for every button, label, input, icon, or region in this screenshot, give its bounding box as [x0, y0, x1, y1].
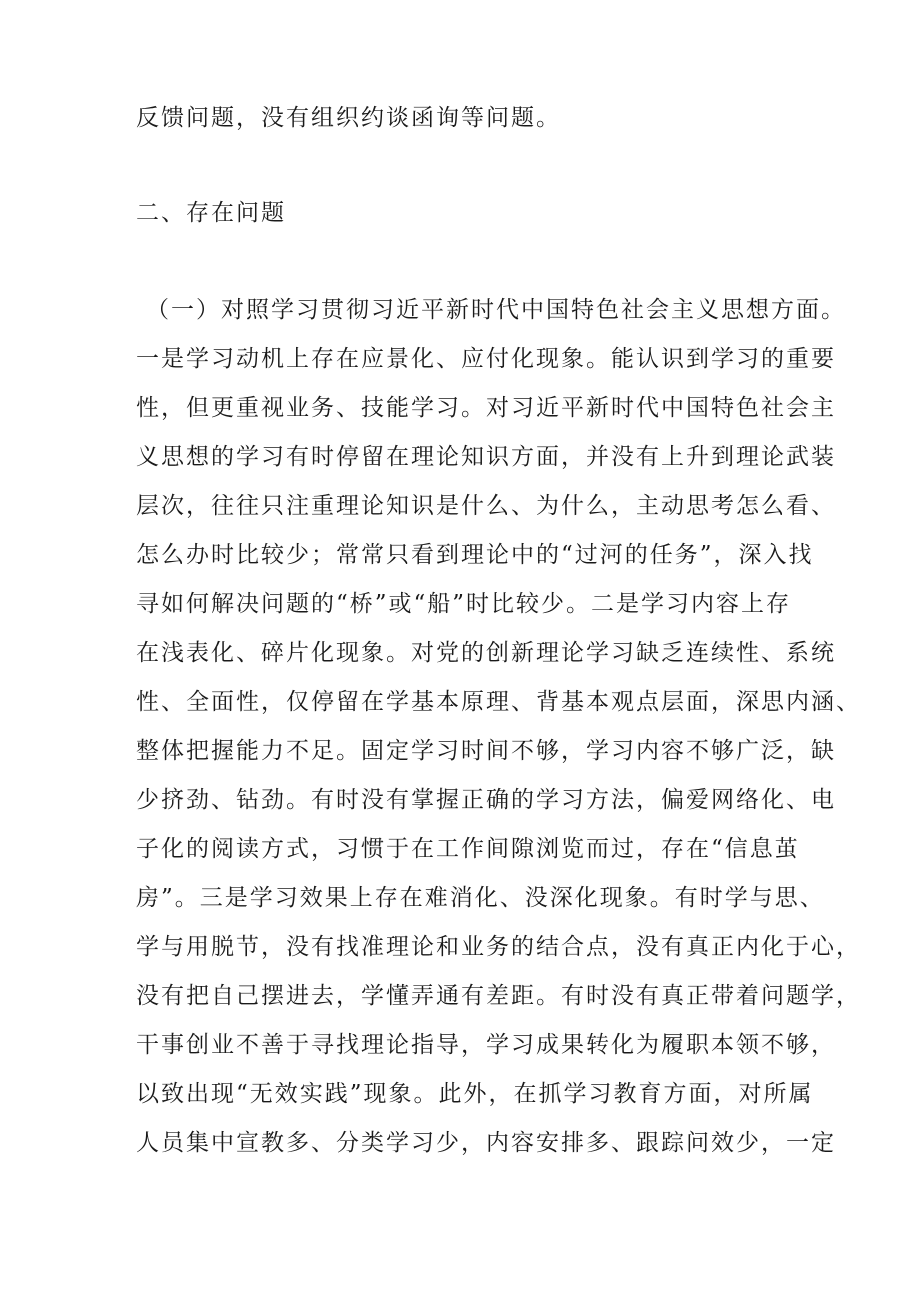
body-text-line: 干事创业不善于寻找理论指导，学习成果转化为履职本领不够，	[136, 1032, 836, 1058]
body-text-line: 性、全面性，仅停留在学基本原理、背基本观点层面，深思内涵、	[136, 689, 861, 715]
body-text-line: 在浅表化、碎片化现象。对党的创新理论学习缺乏连续性、系统	[136, 640, 836, 666]
body-text-line: 以致出现“无效实践”现象。此外，在抓学习教育方面，对所属	[136, 1081, 814, 1107]
body-text-line: 没有把自己摆进去，学懂弄通有差距。有时没有真正带着问题学，	[136, 983, 861, 1009]
subsection-heading-line: （一）对照学习贯彻习近平新时代中国特色社会主义思想方面。	[146, 297, 846, 323]
body-text-line: 学与用脱节，没有找准理论和业务的结合点，没有真正内化于心，	[136, 934, 861, 960]
body-text-line: 整体把握能力不足。固定学习时间不够，学习内容不够广泛，缺	[136, 738, 836, 764]
body-text-line: 怎么办时比较少；常常只看到理论中的“过河的任务”，深入找	[136, 542, 814, 568]
body-text-line: 寻如何解决问题的“桥”或“船”时比较少。二是学习内容上存	[136, 591, 792, 617]
paragraph-continuation-line: 反馈问题，没有组织约谈函询等问题。	[136, 105, 561, 131]
body-text-line: 一是学习动机上存在应景化、应付化现象。能认识到学习的重要	[136, 346, 836, 372]
body-text-line: 子化的阅读方式，习惯于在工作间隙浏览而过，存在“信息茧	[136, 836, 800, 862]
body-text-line: 房”。三是学习效果上存在难消化、没深化现象。有时学与思、	[136, 885, 825, 911]
body-text-line: 少挤劲、钻劲。有时没有掌握正确的学习方法，偏爱网络化、电	[136, 787, 836, 813]
body-text-line: 义思想的学习有时停留在理论知识方面，并没有上升到理论武装	[136, 444, 836, 470]
body-text-line: 性，但更重视业务、技能学习。对习近平新时代中国特色社会主	[136, 395, 836, 421]
section-heading: 二、存在问题	[136, 200, 286, 226]
body-text-line: 层次，往往只注重理论知识是什么、为什么，主动思考怎么看、	[136, 493, 836, 519]
body-text-line: 人员集中宣教多、分类学习少，内容安排多、跟踪问效少，一定	[136, 1130, 836, 1156]
